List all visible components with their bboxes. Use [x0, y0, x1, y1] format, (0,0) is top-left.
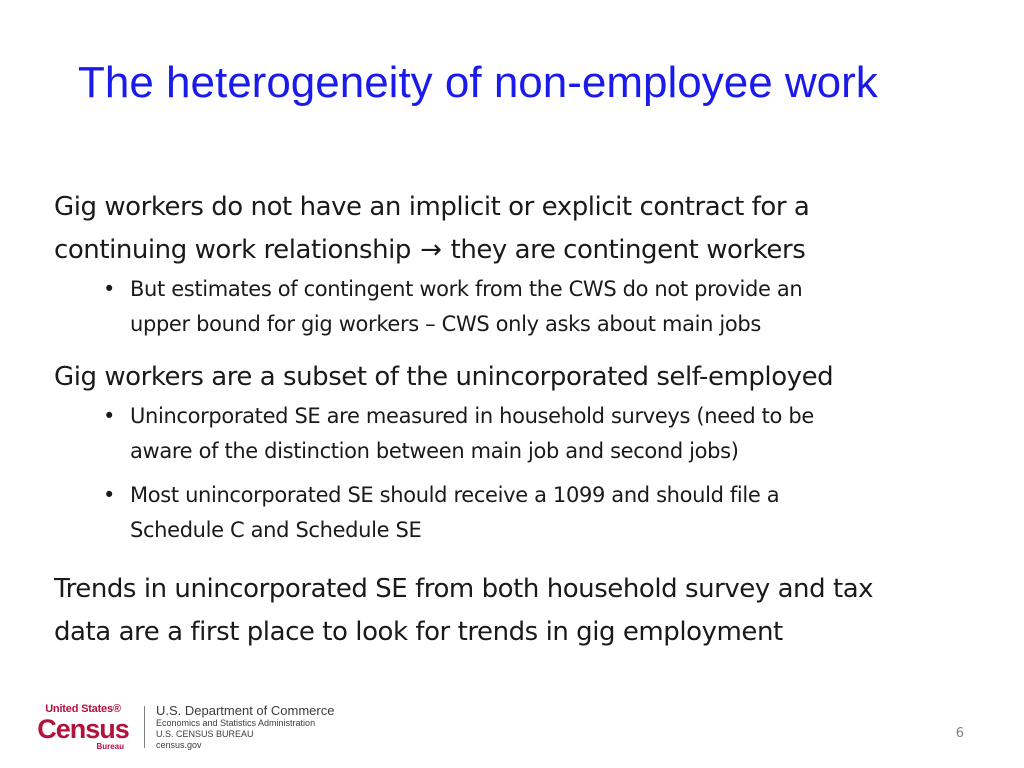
census-bureau-logo	[28, 704, 138, 750]
point-gig-contract	[54, 186, 1004, 342]
subpoint-line: Schedule C and Schedule SE	[130, 518, 422, 542]
agency-block	[156, 703, 334, 751]
subpoint-line: upper bound for gig workers – CWS only asks about main jobs	[130, 312, 761, 336]
subpoint-cws-estimates	[103, 272, 1004, 342]
point-line: Gig workers do not have an implicit or explicit contract for a	[54, 192, 810, 222]
subpoint-line: Unincorporated SE are measured in household surveys (need to be	[130, 404, 814, 428]
logo-bottom-text: Bureau	[96, 741, 124, 751]
subpoint-list	[54, 272, 1004, 342]
slide-body	[54, 186, 1004, 654]
logo-main-text: Census	[37, 713, 129, 744]
point-line: Gig workers are a subset of the unincorporated self-employed	[54, 362, 834, 392]
point-line: data are a first place to look for trends in gig employment	[54, 617, 783, 647]
department-name: U.S. Department of Commerce	[156, 703, 335, 718]
subpoint-line: Most unincorporated SE should receive a 1099 and should file a	[130, 483, 780, 507]
point-line	[54, 229, 1004, 272]
page-number: 6	[955, 726, 964, 741]
administration-name: Economics and Statistics Administration	[156, 718, 316, 728]
slide-title: The heterogeneity of non-employee work	[78, 58, 878, 107]
bureau-name: U.S. CENSUS BUREAU	[156, 729, 254, 739]
point-text: they are contingent workers	[450, 235, 806, 265]
website-text: census.gov	[156, 740, 202, 750]
bullet-icon: •	[103, 404, 116, 428]
subpoint-household-surveys	[103, 399, 1004, 469]
footer	[28, 702, 334, 752]
logo-top-text: United States®	[45, 702, 121, 715]
point-trends	[54, 568, 1004, 654]
subpoint-line: But estimates of contingent work from the CWS do not provide an	[130, 277, 803, 301]
footer-divider	[144, 706, 145, 748]
subpoint-tax-forms	[103, 478, 1004, 548]
point-text: continuing work relationship	[54, 235, 411, 265]
bullet-icon: •	[103, 277, 116, 301]
subpoint-line: aware of the distinction between main job and second jobs)	[130, 439, 739, 463]
point-gig-subset	[54, 356, 1004, 548]
subpoint-list	[54, 399, 1004, 548]
bullet-icon: •	[103, 483, 116, 507]
point-line: Trends in unincorporated SE from both household survey and tax	[54, 574, 874, 604]
arrow-right-icon: →	[420, 235, 442, 265]
